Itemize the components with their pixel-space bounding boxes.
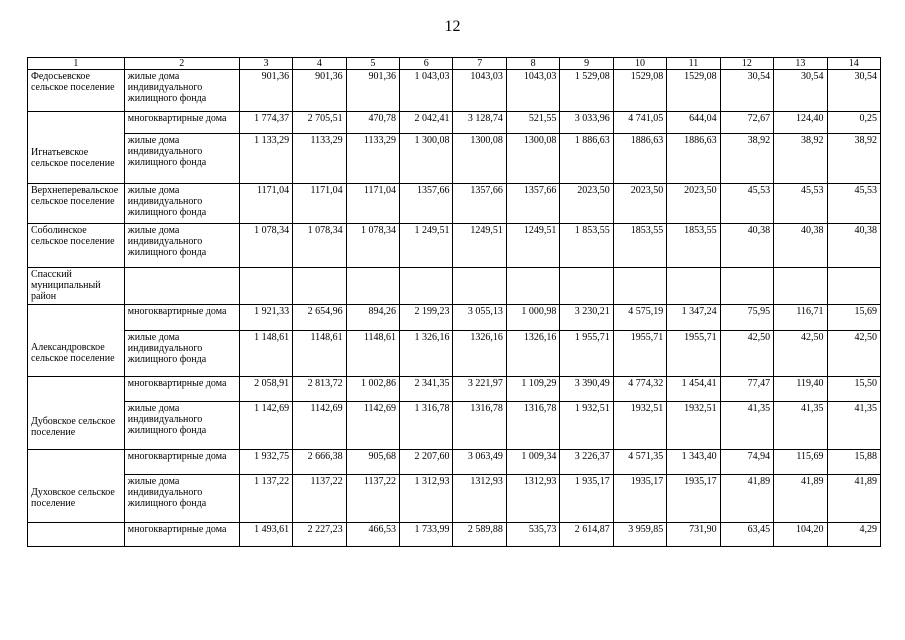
value-cell: 4 575,19 xyxy=(613,305,666,331)
value-cell: 1 316,78 xyxy=(400,402,453,450)
table-row xyxy=(28,224,881,268)
column-header: 10 xyxy=(613,58,666,70)
value-cell xyxy=(720,268,773,305)
column-header: 7 xyxy=(453,58,506,70)
area-cell xyxy=(28,450,125,523)
housing-type-cell: жилые дома индивидуального жилищного фонда xyxy=(124,331,239,377)
value-cell: 4 741,05 xyxy=(613,112,666,134)
value-cell: 1357,66 xyxy=(400,184,453,224)
value-cell: 1 935,17 xyxy=(560,475,613,523)
column-header: 9 xyxy=(560,58,613,70)
value-cell: 1300,08 xyxy=(453,134,506,184)
area-name: Духовское сельское поселение xyxy=(31,487,115,509)
column-header: 2 xyxy=(124,58,239,70)
value-cell: 2 666,38 xyxy=(293,450,346,475)
value-cell: 4 774,32 xyxy=(613,377,666,402)
area-cell xyxy=(28,184,125,224)
value-cell: 1 955,71 xyxy=(560,331,613,377)
value-cell: 2 654,96 xyxy=(293,305,346,331)
value-cell: 1 000,98 xyxy=(506,305,559,331)
value-cell: 75,95 xyxy=(720,305,773,331)
column-header: 14 xyxy=(827,58,880,70)
housing-type-cell: жилые дома индивидуального жилищного фонда xyxy=(124,475,239,523)
value-cell: 1 078,34 xyxy=(293,224,346,268)
value-cell: 1 109,29 xyxy=(506,377,559,402)
column-header: 1 xyxy=(28,58,125,70)
value-cell: 1886,63 xyxy=(613,134,666,184)
table-row xyxy=(28,184,881,224)
value-cell: 894,26 xyxy=(346,305,399,331)
value-cell: 731,90 xyxy=(667,523,720,547)
value-cell: 1043,03 xyxy=(506,70,559,112)
value-cell: 1 921,33 xyxy=(239,305,292,331)
value-cell: 1148,61 xyxy=(293,331,346,377)
value-cell: 45,53 xyxy=(720,184,773,224)
value-cell: 1 343,40 xyxy=(667,450,720,475)
column-header: 4 xyxy=(293,58,346,70)
value-cell: 40,38 xyxy=(827,224,880,268)
value-cell: 1133,29 xyxy=(346,134,399,184)
value-cell: 1326,16 xyxy=(453,331,506,377)
value-cell: 77,47 xyxy=(720,377,773,402)
value-cell: 1955,71 xyxy=(667,331,720,377)
value-cell xyxy=(506,268,559,305)
value-cell: 45,53 xyxy=(774,184,827,224)
value-cell: 15,88 xyxy=(827,450,880,475)
value-cell: 2 614,87 xyxy=(560,523,613,547)
value-cell: 1171,04 xyxy=(293,184,346,224)
column-header: 12 xyxy=(720,58,773,70)
value-cell: 38,92 xyxy=(774,134,827,184)
column-header: 13 xyxy=(774,58,827,70)
table-row xyxy=(28,70,881,112)
value-cell: 63,45 xyxy=(720,523,773,547)
value-cell: 104,20 xyxy=(774,523,827,547)
value-cell: 1529,08 xyxy=(667,70,720,112)
value-cell: 2 199,23 xyxy=(400,305,453,331)
housing-type-cell: многоквартирные дома xyxy=(124,112,239,134)
value-cell: 1 148,61 xyxy=(239,331,292,377)
housing-type-cell: многоквартирные дома xyxy=(124,305,239,331)
value-cell: 3 226,37 xyxy=(560,450,613,475)
table-row xyxy=(28,402,881,450)
table-row xyxy=(28,450,881,475)
value-cell: 1886,63 xyxy=(667,134,720,184)
value-cell: 535,73 xyxy=(506,523,559,547)
value-cell: 1955,71 xyxy=(613,331,666,377)
value-cell: 2 589,88 xyxy=(453,523,506,547)
value-cell: 38,92 xyxy=(827,134,880,184)
value-cell: 1932,51 xyxy=(667,402,720,450)
value-cell: 1326,16 xyxy=(506,331,559,377)
value-cell: 1 932,75 xyxy=(239,450,292,475)
value-cell: 1043,03 xyxy=(453,70,506,112)
value-cell: 901,36 xyxy=(239,70,292,112)
area-cell xyxy=(28,377,125,450)
value-cell xyxy=(239,268,292,305)
value-cell: 38,92 xyxy=(720,134,773,184)
table-row xyxy=(28,331,881,377)
value-cell: 41,89 xyxy=(774,475,827,523)
value-cell: 466,53 xyxy=(346,523,399,547)
value-cell: 1 733,99 xyxy=(400,523,453,547)
table-row xyxy=(28,523,881,547)
value-cell: 42,50 xyxy=(774,331,827,377)
value-cell: 1932,51 xyxy=(613,402,666,450)
value-cell: 1 078,34 xyxy=(239,224,292,268)
value-cell: 119,40 xyxy=(774,377,827,402)
value-cell: 1 326,16 xyxy=(400,331,453,377)
value-cell: 1 137,22 xyxy=(239,475,292,523)
area-name: Игнатьевское сельское поселение xyxy=(31,147,115,169)
value-cell: 1300,08 xyxy=(506,134,559,184)
housing-type-cell: многоквартирные дома xyxy=(124,523,239,547)
value-cell: 1142,69 xyxy=(346,402,399,450)
table-row xyxy=(28,268,881,305)
value-cell: 2 207,60 xyxy=(400,450,453,475)
value-cell: 1 142,69 xyxy=(239,402,292,450)
value-cell: 41,89 xyxy=(720,475,773,523)
area-name: Федосьевское сельское поселение xyxy=(31,71,115,93)
table-row xyxy=(28,305,881,331)
area-cell xyxy=(28,112,125,184)
value-cell: 470,78 xyxy=(346,112,399,134)
value-cell: 1133,29 xyxy=(293,134,346,184)
value-cell: 15,69 xyxy=(827,305,880,331)
housing-type-cell: жилые дома индивидуального жилищного фонда xyxy=(124,70,239,112)
value-cell: 41,89 xyxy=(827,475,880,523)
table-row xyxy=(28,112,881,134)
value-cell: 2 813,72 xyxy=(293,377,346,402)
value-cell: 1853,55 xyxy=(613,224,666,268)
value-cell: 1249,51 xyxy=(453,224,506,268)
area-name: Соболинское сельское поселение xyxy=(31,225,115,247)
housing-type-cell: жилые дома индивидуального жилищного фонда xyxy=(124,402,239,450)
housing-type-cell: жилые дома индивидуального жилищного фонда xyxy=(124,224,239,268)
value-cell: 3 959,85 xyxy=(613,523,666,547)
value-cell: 1137,22 xyxy=(346,475,399,523)
page-number: 12 xyxy=(444,18,461,35)
value-cell: 521,55 xyxy=(506,112,559,134)
value-cell: 901,36 xyxy=(346,70,399,112)
housing-type-cell: многоквартирные дома xyxy=(124,450,239,475)
value-cell: 1171,04 xyxy=(239,184,292,224)
value-cell: 1 932,51 xyxy=(560,402,613,450)
value-cell: 72,67 xyxy=(720,112,773,134)
value-cell: 40,38 xyxy=(774,224,827,268)
value-cell: 1 454,41 xyxy=(667,377,720,402)
value-cell: 3 063,49 xyxy=(453,450,506,475)
value-cell: 2023,50 xyxy=(613,184,666,224)
value-cell: 3 390,49 xyxy=(560,377,613,402)
housing-type-cell: многоквартирные дома xyxy=(124,377,239,402)
value-cell: 1316,78 xyxy=(506,402,559,450)
value-cell: 1 300,08 xyxy=(400,134,453,184)
area-name: Александровское сельское поселение xyxy=(31,342,115,364)
value-cell: 15,50 xyxy=(827,377,880,402)
value-cell xyxy=(827,268,880,305)
area-cell xyxy=(28,305,125,377)
value-cell: 3 221,97 xyxy=(453,377,506,402)
value-cell: 4,29 xyxy=(827,523,880,547)
area-cell xyxy=(28,70,125,112)
value-cell: 41,35 xyxy=(774,402,827,450)
value-cell: 1312,93 xyxy=(453,475,506,523)
value-cell: 1 078,34 xyxy=(346,224,399,268)
value-cell: 1142,69 xyxy=(293,402,346,450)
value-cell: 2023,50 xyxy=(667,184,720,224)
value-cell: 1935,17 xyxy=(667,475,720,523)
value-cell: 115,69 xyxy=(774,450,827,475)
value-cell: 901,36 xyxy=(293,70,346,112)
area-cell xyxy=(28,523,125,547)
value-cell: 0,25 xyxy=(827,112,880,134)
value-cell: 2023,50 xyxy=(560,184,613,224)
table-row xyxy=(28,377,881,402)
value-cell: 1 774,37 xyxy=(239,112,292,134)
value-cell: 1853,55 xyxy=(667,224,720,268)
value-cell: 1 347,24 xyxy=(667,305,720,331)
value-cell: 644,04 xyxy=(667,112,720,134)
value-cell: 3 128,74 xyxy=(453,112,506,134)
value-cell: 1 009,34 xyxy=(506,450,559,475)
column-header: 6 xyxy=(400,58,453,70)
value-cell: 42,50 xyxy=(827,331,880,377)
value-cell xyxy=(560,268,613,305)
value-cell: 1 249,51 xyxy=(400,224,453,268)
column-header: 8 xyxy=(506,58,559,70)
value-cell: 1357,66 xyxy=(453,184,506,224)
value-cell xyxy=(293,268,346,305)
tariff-table xyxy=(27,57,881,547)
value-cell: 40,38 xyxy=(720,224,773,268)
value-cell: 30,54 xyxy=(827,70,880,112)
value-cell: 1529,08 xyxy=(613,70,666,112)
column-header: 5 xyxy=(346,58,399,70)
value-cell: 4 571,35 xyxy=(613,450,666,475)
housing-type-cell: жилые дома индивидуального жилищного фонда xyxy=(124,184,239,224)
value-cell: 124,40 xyxy=(774,112,827,134)
value-cell xyxy=(774,268,827,305)
header-row xyxy=(28,58,881,70)
value-cell xyxy=(346,268,399,305)
value-cell: 1357,66 xyxy=(506,184,559,224)
value-cell: 3 230,21 xyxy=(560,305,613,331)
table-body xyxy=(28,70,881,547)
area-name: Спасский муниципальный район xyxy=(31,269,101,302)
value-cell xyxy=(400,268,453,305)
value-cell: 41,35 xyxy=(827,402,880,450)
value-cell: 2 042,41 xyxy=(400,112,453,134)
value-cell: 2 705,51 xyxy=(293,112,346,134)
housing-type-cell xyxy=(124,268,239,305)
value-cell: 3 055,13 xyxy=(453,305,506,331)
value-cell: 1 886,63 xyxy=(560,134,613,184)
value-cell: 42,50 xyxy=(720,331,773,377)
value-cell: 2 058,91 xyxy=(239,377,292,402)
housing-type-cell: жилые дома индивидуального жилищного фонда xyxy=(124,134,239,184)
column-header: 11 xyxy=(667,58,720,70)
value-cell: 1171,04 xyxy=(346,184,399,224)
value-cell: 45,53 xyxy=(827,184,880,224)
value-cell: 2 227,23 xyxy=(293,523,346,547)
value-cell: 1935,17 xyxy=(613,475,666,523)
value-cell: 1316,78 xyxy=(453,402,506,450)
value-cell: 1 493,61 xyxy=(239,523,292,547)
value-cell: 1312,93 xyxy=(506,475,559,523)
value-cell: 3 033,96 xyxy=(560,112,613,134)
value-cell: 1 133,29 xyxy=(239,134,292,184)
value-cell: 116,71 xyxy=(774,305,827,331)
value-cell xyxy=(613,268,666,305)
value-cell: 41,35 xyxy=(720,402,773,450)
value-cell: 1249,51 xyxy=(506,224,559,268)
value-cell: 1 043,03 xyxy=(400,70,453,112)
area-cell xyxy=(28,224,125,268)
table-row xyxy=(28,475,881,523)
value-cell: 905,68 xyxy=(346,450,399,475)
value-cell: 1148,61 xyxy=(346,331,399,377)
table-row xyxy=(28,134,881,184)
value-cell xyxy=(667,268,720,305)
value-cell: 2 341,35 xyxy=(400,377,453,402)
value-cell: 74,94 xyxy=(720,450,773,475)
value-cell: 1 312,93 xyxy=(400,475,453,523)
value-cell: 1 853,55 xyxy=(560,224,613,268)
area-name: Верхнеперевальское сельское поселение xyxy=(31,185,119,207)
area-name: Дубовское сельское поселение xyxy=(31,416,116,438)
column-header: 3 xyxy=(239,58,292,70)
value-cell xyxy=(453,268,506,305)
value-cell: 1 002,86 xyxy=(346,377,399,402)
value-cell: 30,54 xyxy=(720,70,773,112)
value-cell: 1 529,08 xyxy=(560,70,613,112)
value-cell: 1137,22 xyxy=(293,475,346,523)
value-cell: 30,54 xyxy=(774,70,827,112)
area-cell xyxy=(28,268,125,305)
